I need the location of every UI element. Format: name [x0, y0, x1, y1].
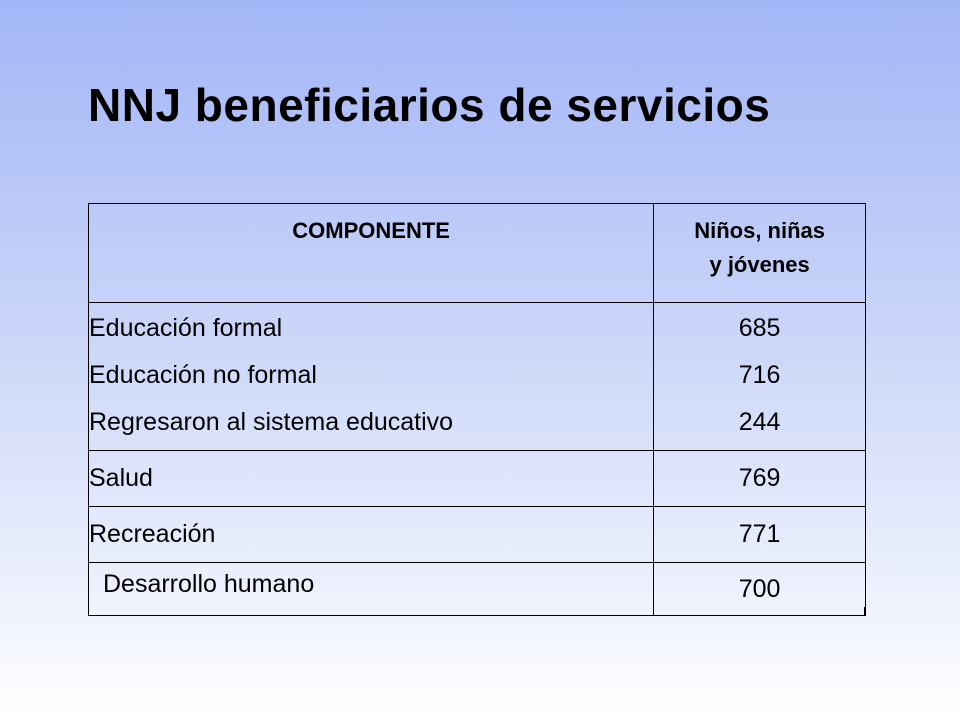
component-label: Educación formal [89, 314, 283, 342]
cell-count [654, 451, 866, 507]
slide-title: NNJ beneficiarios de servicios [88, 79, 771, 131]
header-component-label: COMPONENTE [292, 218, 450, 243]
table-row-education [89, 303, 866, 451]
header-count-line1: Niños, niñas [694, 218, 826, 243]
component-label: Regresaron al sistema educativo [89, 408, 454, 436]
count-value: 716 [738, 361, 781, 389]
count-value: 700 [738, 575, 781, 603]
header-count [654, 204, 866, 303]
cell-count [654, 507, 866, 563]
beneficiaries-table [88, 203, 866, 616]
table-row-human-development [89, 563, 866, 616]
header-count-line2: y jóvenes [709, 252, 810, 277]
count-value: 244 [738, 408, 781, 436]
table-row-health [89, 451, 866, 507]
cell-component [89, 507, 654, 563]
component-label: Desarrollo humano [103, 570, 315, 598]
header-component [89, 204, 654, 303]
cell-count [654, 563, 866, 616]
count-value: 769 [738, 464, 781, 492]
table-border-stub-right [864, 607, 865, 615]
table-header-row [89, 204, 866, 303]
count-value: 685 [738, 314, 781, 342]
cell-component [89, 451, 654, 507]
component-label: Salud [89, 464, 153, 492]
table-border-stub-left [88, 607, 89, 615]
count-value: 771 [738, 520, 781, 548]
cell-component [89, 563, 654, 616]
component-label: Educación no formal [89, 361, 317, 389]
cell-component [89, 303, 654, 451]
cell-count [654, 303, 866, 451]
component-label: Recreación [89, 520, 216, 548]
table-row-recreation [89, 507, 866, 563]
